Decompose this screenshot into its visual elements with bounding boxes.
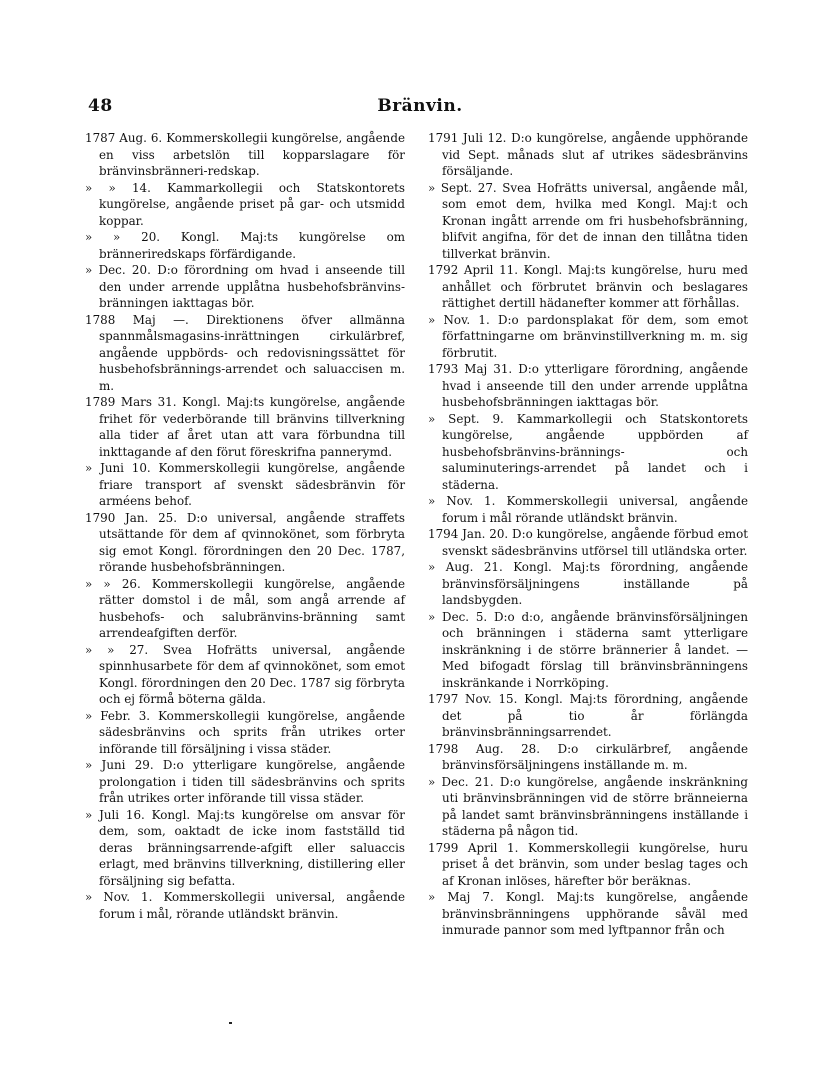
chronology-entry bbox=[428, 493, 748, 526]
entry-date: » Dec. 20. bbox=[85, 263, 151, 277]
entry-text: Kommerskollegii kungörelse, huru priset å det bränvin, som under beslag tages och af Kronan inlöses, härefter bör beräknas. bbox=[442, 840, 748, 888]
chronology-entry bbox=[85, 394, 405, 460]
chronology-entry bbox=[85, 708, 405, 758]
entry-text: Svea Hofrätts universal, angående spinnhusarbete för dem af qvinnokönet, som emot Kongl. förordningen den 20 Dec. 1787 sig förbryta och ej förmå böterna gälda. bbox=[99, 642, 405, 706]
chronology-entry bbox=[428, 889, 748, 939]
entry-date: 1794 Jan. 20. bbox=[428, 527, 509, 541]
entry-text: Kongl. Maj:ts kungörelse, huru med anhållet och förbrutet bränvin och beslagares rättighet dertill hädanefter kommer att förhållas. bbox=[442, 263, 749, 310]
entry-date: » » 26. bbox=[85, 576, 141, 591]
entry-text: D:o ytterligare förordning, angående hvad i anseende till den under arrende upplåtna husbehofsbränningen iakttagas bör. bbox=[442, 362, 748, 409]
entry-date: 1789 Mars 31. bbox=[85, 395, 177, 409]
chronology-entry bbox=[85, 312, 405, 395]
chronology-entry bbox=[85, 180, 405, 230]
entry-text: Kommerskollegii kungörelse, angående en viss arbetslön till kopparslagare för bränvinsbränneri-redskap. bbox=[99, 131, 405, 178]
chronology-entry bbox=[85, 642, 405, 708]
entry-date: 1788 Maj —. bbox=[85, 312, 189, 327]
chronology-entry bbox=[85, 510, 405, 576]
entry-date: » » 20. bbox=[85, 230, 161, 244]
entry-date: » Nov. 1. bbox=[428, 494, 496, 508]
entry-date: » Dec. 21. bbox=[428, 774, 494, 789]
entry-text: Kommerskollegii universal, angående forum i mål rörande utländskt bränvin. bbox=[442, 494, 749, 525]
chronology-entry bbox=[428, 840, 748, 890]
entry-text: Kommerskollegii universal, angående forum i mål, rörande utländskt bränvin. bbox=[99, 890, 406, 921]
running-head-title: Bränvin. bbox=[377, 96, 463, 116]
entry-date: » Juli 16. bbox=[85, 807, 145, 822]
chronology-entry bbox=[428, 774, 748, 840]
entry-text: Kommerskollegii kungörelse, angående rätter domstol i de mål, som angå arrende af husbehofs- och salubränvins-bränning samt arrendeafgiften derför. bbox=[99, 576, 405, 640]
entry-text: Kongl. Maj:ts kungörelse, angående bränvinsbränningens upphörande såväl med inmurade pannor som med lyftpannor från och bbox=[442, 890, 749, 937]
entry-date: 1793 Maj 31. bbox=[428, 362, 513, 376]
entry-text: D:o universal, angående straffets utsättande för dem af qvinnokönet, som förbryta sig emot Kongl. förordningen den 20 Dec. 1787, rörande husbehofsbränningen. bbox=[99, 510, 405, 574]
entry-date: » Nov. 1. bbox=[428, 312, 490, 327]
chronology-entry bbox=[85, 757, 405, 807]
chronology-entry bbox=[428, 130, 748, 180]
entry-date: 1792 April 11. bbox=[428, 263, 518, 277]
entry-text: D:o pardonsplakat för dem, som emot författningarne om bränvinstillverkning m. m. sig förbrutit. bbox=[442, 312, 749, 360]
entry-text: Direktionens öfver allmänna spannmålsmagasins-inrättningen cirkulärbref, angående uppbörds- och redovisningssättet för husbehofsbrännings-arrendet och saluaccisen m. m. bbox=[99, 312, 405, 393]
entry-date: » Sept. 27. bbox=[428, 180, 497, 195]
chronology-entry bbox=[85, 807, 405, 890]
chronology-entry bbox=[85, 262, 405, 312]
entry-date: » Nov. 1. bbox=[85, 890, 153, 904]
entry-date: » Sept. 9. bbox=[428, 411, 504, 426]
entry-date: » Dec. 5. bbox=[428, 609, 488, 624]
chronology-entry bbox=[428, 411, 748, 494]
entry-text: D:o ytterligare kungörelse, angående prolongation i tiden till sädesbränvins och sprits från utrikes orter införande till vissa städer. bbox=[99, 758, 405, 805]
chronology-entry bbox=[85, 460, 405, 510]
page-mark bbox=[229, 1022, 232, 1024]
entry-text: D:o cirkulärbref, angående bränvinsförsäljningens inställande m. m. bbox=[442, 741, 748, 772]
chronology-entry bbox=[85, 576, 405, 642]
right-column bbox=[428, 130, 748, 939]
entry-date: » » 27. bbox=[85, 642, 149, 657]
entry-text: D:o kungörelse, angående inskränkning uti bränvinsbränningen vid de större bränneierna på landet samt bränvinsbränningens inställande i städerna på någon tid. bbox=[442, 774, 748, 838]
entry-date: 1787 Aug. 6. bbox=[85, 131, 163, 145]
entry-date: » Aug. 21. bbox=[428, 560, 503, 574]
entry-text: Kongl. Maj:ts kungörelse, angående frihet för vederbörande till bränvins tillverkning alla tider af året utan att vara förbundna till inkttagande af den förut föreskrifna pannerymd. bbox=[99, 395, 405, 459]
chronology-entry bbox=[428, 312, 748, 362]
chronology-entry bbox=[428, 559, 748, 609]
entry-text: Kongl. Maj:ts förordning, angående det på tio år förlängda bränvinsbränningsarrendet. bbox=[442, 692, 748, 739]
chronology-entry bbox=[428, 691, 748, 741]
chronology-entry bbox=[85, 889, 405, 922]
chronology-entry bbox=[428, 609, 748, 692]
entry-date: » Maj 7. bbox=[428, 890, 494, 904]
page-number: 48 bbox=[88, 96, 113, 116]
chronology-entry bbox=[428, 741, 748, 774]
left-column bbox=[85, 130, 405, 922]
chronology-entry bbox=[428, 262, 748, 312]
entry-date: 1791 Juli 12. bbox=[428, 131, 507, 145]
entry-date: 1797 Nov. 15. bbox=[428, 692, 518, 706]
chronology-entry bbox=[428, 180, 748, 263]
entry-date: » Juni 10. bbox=[85, 461, 151, 475]
entry-date: » Juni 29. bbox=[85, 758, 154, 772]
entry-date: 1799 April 1. bbox=[428, 840, 519, 855]
entry-text: D:o förordning om hvad i anseende till den under arrende upplåtna husbehofsbränvins-bränningen iakttagas bör. bbox=[99, 263, 405, 310]
entry-text: Kommerskollegii kungörelse, angående friare transport af svenskt sädesbränvin för arméens behof. bbox=[99, 461, 406, 508]
entry-text: Kommerskollegii kungörelse, angående sädesbränvins och sprits från utrikes orter införande till försäljning i vissa städer. bbox=[99, 708, 406, 756]
entry-date: 1798 Aug. 28. bbox=[428, 741, 541, 756]
entry-text: D:o kungörelse, angående upphörande vid Sept. månads slut af utrikes sädesbränvins försäljande. bbox=[442, 131, 749, 178]
entry-date: » Febr. 3. bbox=[85, 708, 151, 723]
entry-text: D:o d:o, angående bränvinsförsäljningen och bränningen i städerna samt ytterligare inskränkning i de större brännerier å landet. — Med bifogadt förslag till bränvinsbränningens inskränkande i Norrköping. bbox=[442, 609, 749, 690]
entry-text: Svea Hofrätts universal, angående mål, som emot dem, hvilka med Kongl. Maj:t och Kronan ingått arrende om fri husbehofsbränning, blifvit angifna, för det de innan den tillåtna tiden tillverkat bränvin. bbox=[442, 180, 748, 261]
entry-text: Kongl. Maj:ts kungörelse om ansvar för dem, som, oaktadt de icke inom fastställd tid deras bränningsarrende-afgift eller saluaccis erlagt, med bränvins tillverkning, distillering eller försäljning sig befatta. bbox=[99, 807, 405, 888]
chronology-entry bbox=[85, 130, 405, 180]
entry-date: » » 14. bbox=[85, 180, 151, 195]
entry-text: Kongl. Maj:ts kungörelse om bränneriredskaps förfärdigande. bbox=[99, 230, 406, 261]
chronology-entry bbox=[85, 229, 405, 262]
entry-text: Kongl. Maj:ts förordning, angående bränvinsförsäljningens inställande på landsbygden. bbox=[442, 560, 749, 607]
entry-text: Kammarkollegii och Statskontorets kungörelse, angående priset på gar- och utsmidd koppar. bbox=[99, 180, 405, 228]
chronology-entry bbox=[428, 361, 748, 411]
entry-text: Kammarkollegii och Statskontorets kungörelse, angående uppbörden af husbehofsbränvins-brännings- och saluminuterings-arrendet på landet och i städerna. bbox=[442, 411, 748, 492]
entry-text: D:o kungörelse, angående förbud emot svenskt sädesbränvins utförsel till utländska orter. bbox=[442, 527, 749, 558]
entry-date: 1790 Jan. 25. bbox=[85, 510, 178, 525]
chronology-entry bbox=[428, 526, 748, 559]
